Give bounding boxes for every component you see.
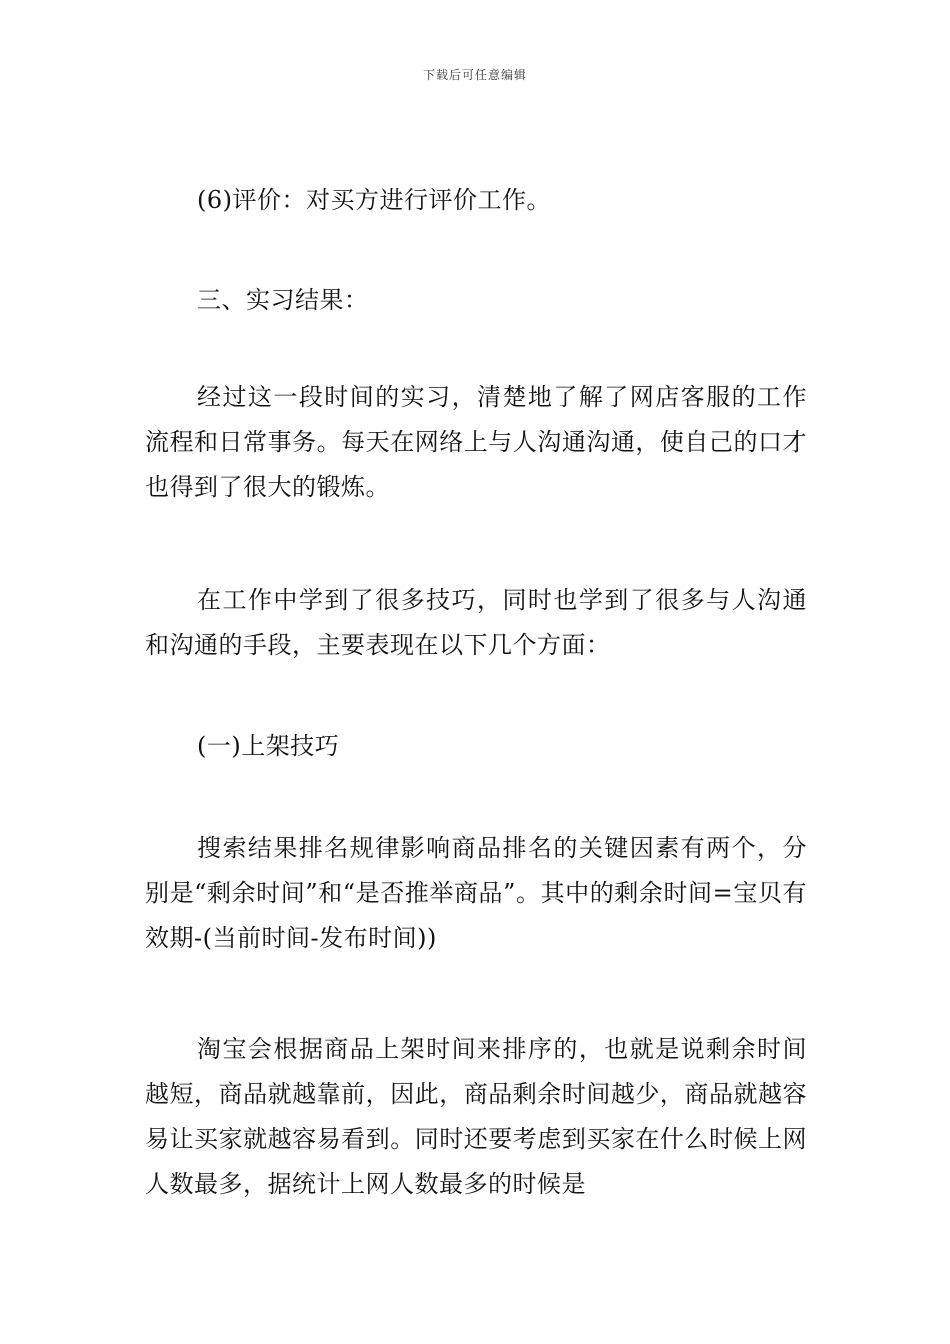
paragraph-evaluation: (6)评价：对买方进行评价工作。 (197, 186, 551, 214)
paragraph-search-ranking: 搜索结果排名规律影响商品排名的关键因素有两个，分别是“剩余时间”和“是否推举商品”。其中的剩余时间=宝贝有效期-(当前时间-发布时间)) (145, 834, 807, 952)
paragraph-skills-learned: 在工作中学到了很多技巧，同时也学到了很多与人沟通和沟通的手段，主要表现在以下几个方面： (145, 586, 807, 659)
section-heading-results: 三、实习结果： (197, 286, 369, 314)
subheading-listing-skills: (一)上架技巧 (197, 732, 340, 760)
paragraph-listing-time: 淘宝会根据商品上架时间来排序的，也就是说剩余时间越短，商品就越靠前，因此，商品剩余时间越少，商品就越容易让买家就越容易看到。同时还要考虑到买家在什么时候上网人数最多，据统计上网人数最多的时候是 (145, 1035, 807, 1198)
page-header-note: 下载后可任意编辑 (422, 68, 527, 82)
paragraph-internship-summary: 经过这一段时间的实习，清楚地了解了网店客服的工作流程和日常事务。每天在网络上与人沟通沟通，使自己的口才也得到了很大的锻炼。 (145, 383, 807, 501)
